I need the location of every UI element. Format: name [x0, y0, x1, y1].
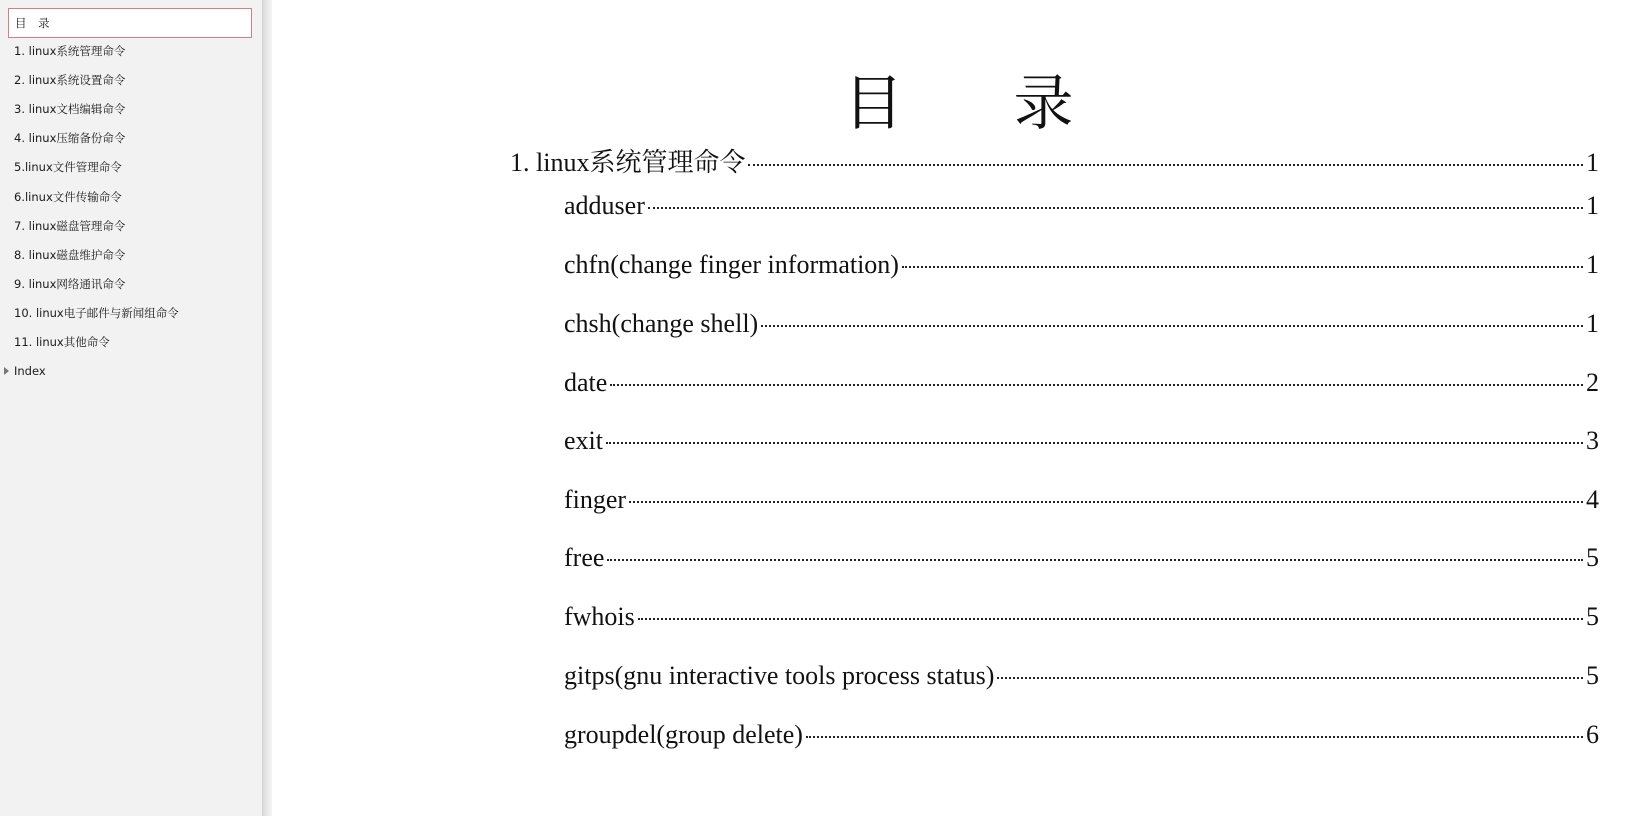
toc-page-number: 5 [1586, 602, 1599, 631]
bookmark-label: Index [14, 364, 46, 378]
bookmark-label: 4. linux压缩备份命令 [14, 131, 126, 145]
bookmark-label: 9. linux网络通讯命令 [14, 277, 126, 291]
dot-leader [629, 501, 1583, 503]
toc-entry-label: chsh(change shell) [564, 309, 759, 338]
toc-entry-chsh[interactable] [564, 309, 1599, 339]
dot-leader [610, 384, 1583, 386]
document-page [272, 0, 1645, 816]
toc-entry-fwhois[interactable] [564, 602, 1599, 632]
dot-leader [606, 442, 1583, 444]
expand-arrow-icon[interactable] [4, 367, 9, 375]
toc-entry-chfn[interactable] [564, 250, 1599, 280]
toc-page-number: 1 [1586, 250, 1599, 279]
bookmark-label: 11. linux其他命令 [14, 335, 110, 349]
toc-entry-exit[interactable] [564, 426, 1599, 456]
dot-leader [607, 559, 1583, 561]
toc-entry-free[interactable] [564, 543, 1599, 573]
toc-page-number: 6 [1586, 720, 1599, 749]
toc-entry-adduser[interactable] [564, 191, 1599, 221]
bookmark-label: 2. linux系统设置命令 [14, 73, 126, 87]
toc-entry-groupdel[interactable] [564, 720, 1599, 750]
dot-leader [748, 164, 1583, 166]
toc-page-number: 1 [1586, 148, 1599, 177]
dot-leader [806, 736, 1583, 738]
bookmark-label: 3. linux文档编辑命令 [14, 102, 126, 116]
dot-leader [648, 207, 1583, 209]
title-char-1: 目 [843, 69, 904, 139]
bookmark-label: 5.linux文件管理命令 [14, 160, 122, 174]
bookmark-compress-backup[interactable] [8, 125, 252, 151]
toc-entry-label: gitps(gnu interactive tools process status) [564, 661, 995, 690]
bookmark-label: 8. linux磁盘维护命令 [14, 248, 126, 262]
bookmark-label: 目 录 [15, 16, 50, 30]
bookmark-label: 1. linux系统管理命令 [14, 44, 126, 58]
bookmark-disk-maintenance[interactable] [8, 242, 252, 268]
bookmark-file-management[interactable] [8, 154, 252, 180]
toc-entry-label: groupdel(group delete) [564, 720, 803, 749]
toc-page-number: 2 [1586, 368, 1599, 397]
bookmark-label: 7. linux磁盘管理命令 [14, 219, 126, 233]
toc-entry-label: date [564, 368, 608, 397]
bookmark-document-editing[interactable] [8, 96, 252, 122]
bookmark-label: 6.linux文件传输命令 [14, 190, 122, 204]
bookmark-toc[interactable] [8, 8, 252, 38]
bookmark-file-transfer[interactable] [8, 184, 252, 210]
dot-leader [997, 677, 1583, 679]
toc-page-number: 3 [1586, 426, 1599, 455]
toc-page-number: 1 [1586, 309, 1599, 338]
toc-page-number: 1 [1586, 191, 1599, 220]
panel-splitter[interactable] [262, 0, 272, 816]
toc-entry-finger[interactable] [564, 485, 1599, 515]
bookmark-system-settings[interactable] [8, 67, 252, 93]
bookmarks-panel [0, 0, 262, 816]
title-char-2: 录 [1013, 69, 1074, 139]
bookmark-index[interactable] [8, 358, 252, 384]
toc-entry-gitps[interactable] [564, 661, 1599, 691]
bookmark-other[interactable] [8, 329, 252, 355]
bookmark-disk-management[interactable] [8, 213, 252, 239]
toc-page-number: 5 [1586, 543, 1599, 572]
toc-page-number: 5 [1586, 661, 1599, 690]
dot-leader [902, 266, 1583, 268]
page-title [272, 64, 1645, 144]
toc-entry-system-admin[interactable] [510, 142, 1599, 179]
bookmark-network[interactable] [8, 271, 252, 297]
dot-leader [638, 618, 1583, 620]
toc-entry-date[interactable] [564, 368, 1599, 398]
bookmark-system-admin[interactable] [8, 38, 252, 64]
bookmark-label: 10. linux电子邮件与新闻组命令 [14, 306, 179, 320]
toc-entry-label: 1. linux系统管理命令 [510, 148, 746, 177]
toc-entry-label: exit [564, 426, 603, 455]
toc-entry-label: finger [564, 485, 627, 514]
toc-page-number: 4 [1586, 485, 1599, 514]
bookmark-email-news[interactable] [8, 300, 252, 326]
toc-entry-label: free [564, 543, 605, 572]
dot-leader [761, 325, 1583, 327]
toc-entry-label: fwhois [564, 602, 635, 631]
toc-entry-label: adduser [564, 191, 645, 220]
toc-entry-label: chfn(change finger information) [564, 250, 899, 279]
